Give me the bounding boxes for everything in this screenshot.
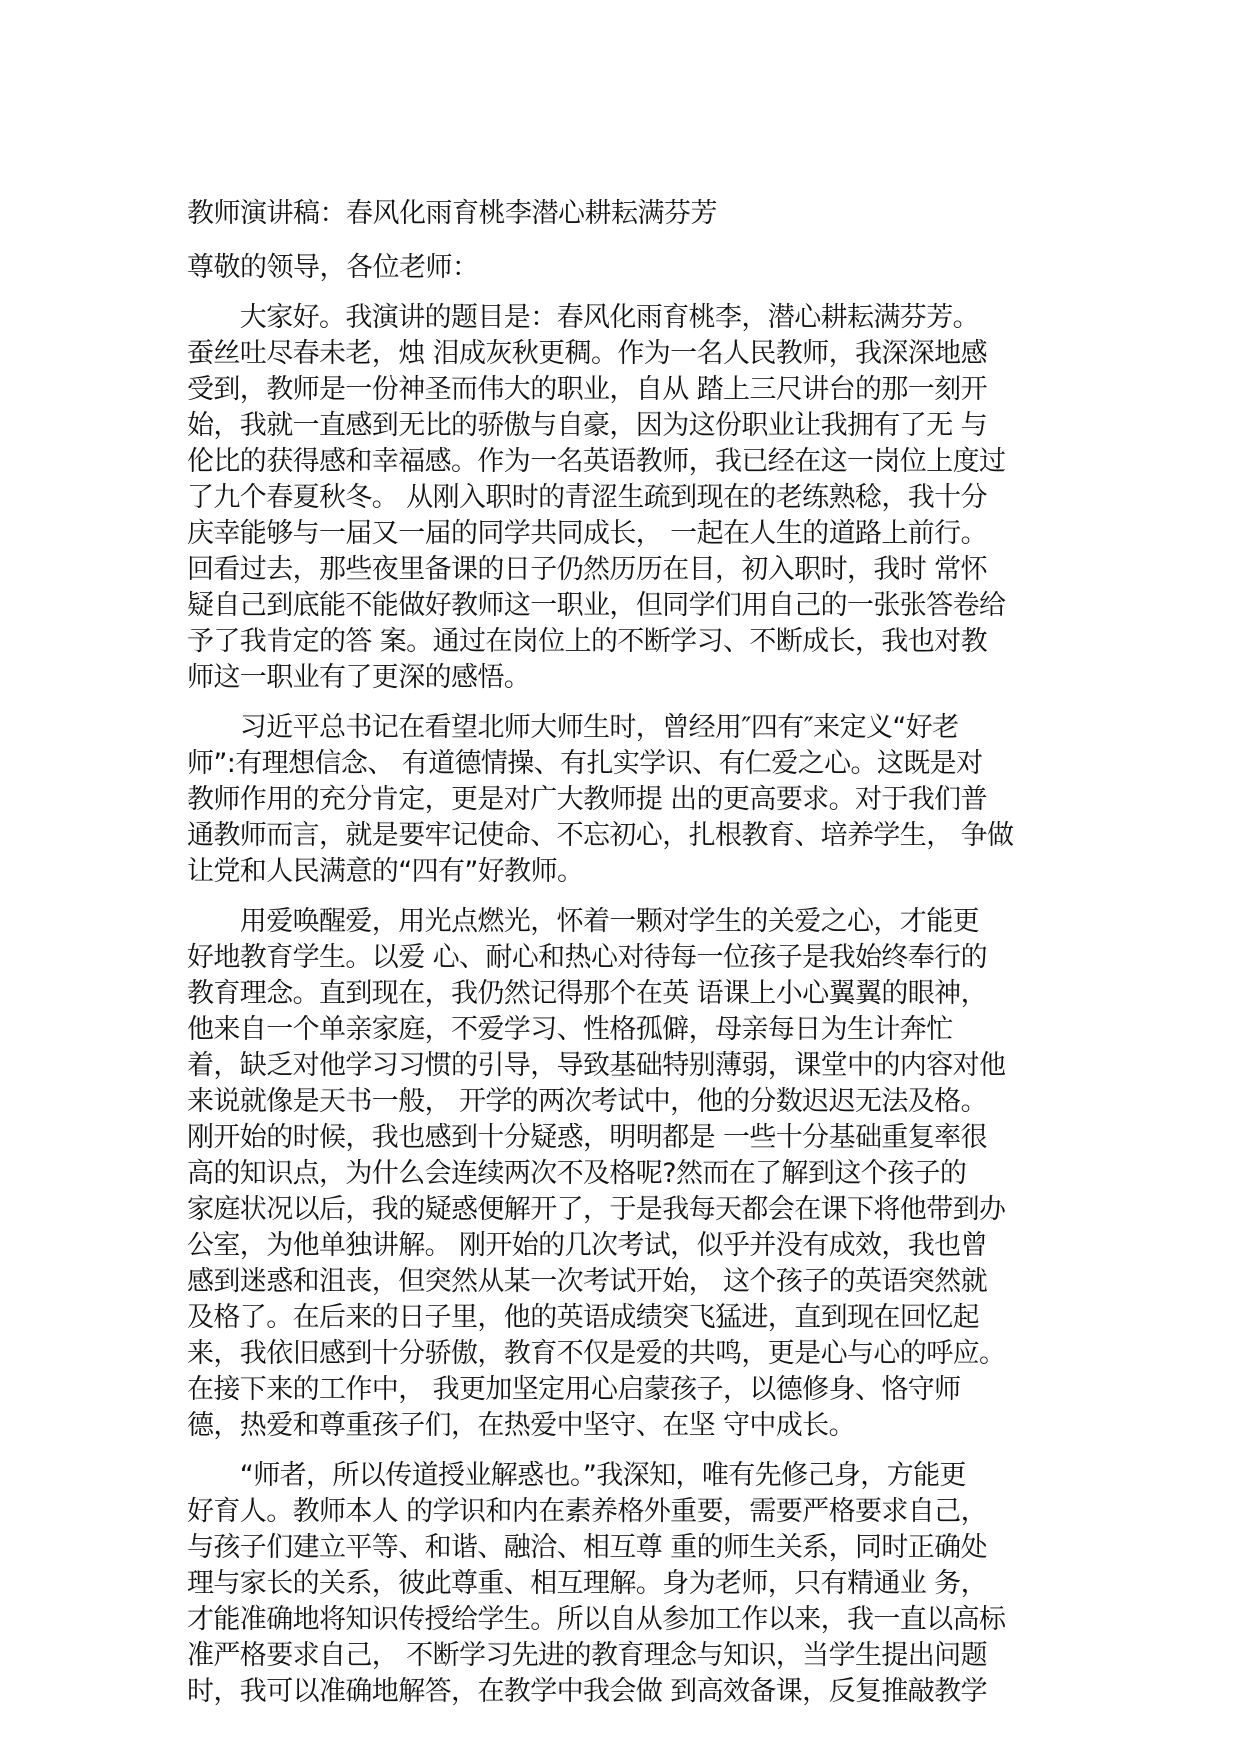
paragraph-line: 教育理念。直到现在，我仍然记得那个在英 语课上小心翼翼的眼神， [187,978,987,1009]
paragraph-line: 好地教育学生。以爱 心、耐心和热心对待每一位孩子是我始终奉行的 [187,942,987,973]
paragraph-line: 刚开始的时候，我也感到十分疑惑，明明都是 一些十分基础重复率很 [187,1122,987,1153]
paragraph [187,300,1067,696]
paragraph-line: 教师作用的充分肯定，更是对广大教师提 出的更高要求。对于我们普 [187,784,987,815]
paragraph-line: 回看过去，那些夜里备课的日子仍然历历在目，初入职时，我时 常怀 [187,554,987,585]
paragraph [187,1458,1067,1710]
paragraph-line: 庆幸能够与一届又一届的同学共同成长， 一起在人生的道路上前行。 [187,518,987,549]
paragraph-line: 予了我肯定的答 案。通过在岗位上的不断学习、不断成长，我也对教 [187,626,987,657]
paragraph-line: 师”:有理想信念、 有道德情操、有扎实学识、有仁爱之心。这既是对 [187,748,983,779]
paragraph-line: 来说就像是天书一般， 开学的两次考试中，他的分数迟迟无法及格。 [187,1086,987,1117]
paragraph-line: 疑自己到底能不能做好教师这一职业，但同学们用自己的一张张答卷给 [187,590,1006,621]
paragraph-line: 始，我就一直感到无比的骄傲与自豪，因为这份职业让我拥有了无 与 [187,410,987,441]
paragraphs-container [187,300,1067,1710]
paragraph-line: 着，缺乏对他学习习惯的引导，导致基础特别薄弱，课堂中的内容对他 [187,1050,1006,1081]
document-title: 教师演讲稿：春风化雨育桃李潜心耕耘满芬芳 [187,198,717,229]
paragraph-line: 来，我依旧感到十分骄傲，教育不仅是爱的共鸣，更是心与心的呼应。 [187,1338,1006,1369]
paragraph-line: 受到，教师是一份神圣而伟大的职业，自从 踏上三尺讲台的那一刻开 [187,374,987,405]
paragraph [187,710,1067,890]
paragraph-line: 与孩子们建立平等、和谐、融洽、相互尊 重的师生关系，同时正确处 [187,1532,987,1563]
paragraph-line: 大家好。我演讲的题目是：春风化雨育桃李，潜心耕耘满芬芳。 [187,302,979,333]
paragraph-line: 时，我可以准确地解答，在教学中我会做 到高效备课，反复推敲教学 [187,1676,987,1707]
paragraph-line: 准严格要求自己， 不断学习先进的教育理念与知识，当学生提出问题 [187,1640,987,1671]
paragraph-line: 用爱唤醒爱，用光点燃光，怀着一颗对学生的关爱之心，才能更 [187,906,979,937]
paragraph-line: 师这一职业有了更深的感悟。 [187,662,531,693]
paragraph-line: 感到迷惑和沮丧，但突然从某一次考试开始， 这个孩子的英语突然就 [187,1266,987,1297]
paragraph-line: 才能准确地将知识传授给学生。所以自从参加工作以来，我一直以高标 [187,1604,1006,1635]
paragraph-line: 习近平总书记在看望北师大师生时，曾经用″四有″来定义“好老 [187,712,959,743]
document-body [187,196,1067,1724]
paragraph-line: 及格了。在后来的日子里，他的英语成绩突飞猛进，直到现在回忆起 [187,1302,979,1333]
paragraph-line: 公室，为他单独讲解。 刚开始的几次考试，似乎并没有成效，我也曾 [187,1230,987,1261]
paragraph-line: 蚕丝吐尽春未老，烛 泪成灰秋更稠。作为一名人民教师，我深深地感 [187,338,987,369]
paragraph-line: 他来自一个单亲家庭，不爱学习、性格孤僻，母亲每日为生计奔忙 [187,1014,953,1045]
paragraph-line: 通教师而言，就是要牢记使命、不忘初心，扎根教育、培养学生， 争做 [187,820,1014,851]
paragraph-line: 理与家长的关系，彼此尊重、相互理解。身为老师，只有精通业 务， [187,1568,987,1599]
paragraph [187,904,1067,1444]
paragraph-line: “师者，所以传道授业解惑也。”我深知，唯有先修己身，方能更 [187,1460,966,1491]
paragraph-line: 好育人。教师本人 的学识和内在素养格外重要，需要严格要求自己， [187,1496,987,1527]
paragraph-line: 在接下来的工作中， 我更加坚定用心启蒙孩子，以德修身、恪守师 [187,1374,961,1405]
paragraph-line: 让党和人民满意的“四有”好教师。 [187,856,584,887]
paragraph-line: 了九个春夏秋冬。 从刚入职时的青涩生疏到现在的老练熟稔，我十分 [187,482,987,513]
paragraph-line: 伦比的获得感和幸福感。作为一名英语教师，我已经在这一岗位上度过 [187,446,1006,477]
salutation: 尊敬的领导，各位老师： [187,252,479,283]
paragraph-line: 高的知识点，为什么会连续两次不及格呢?然而在了解到这个孩子的 [187,1158,967,1189]
paragraph-line: 德，热爱和尊重孩子们，在热爱中坚守、在坚 守中成长。 [187,1410,855,1441]
paragraph-line: 家庭状况以后，我的疑惑便解开了，于是我每天都会在课下将他带到办 [187,1194,1006,1225]
